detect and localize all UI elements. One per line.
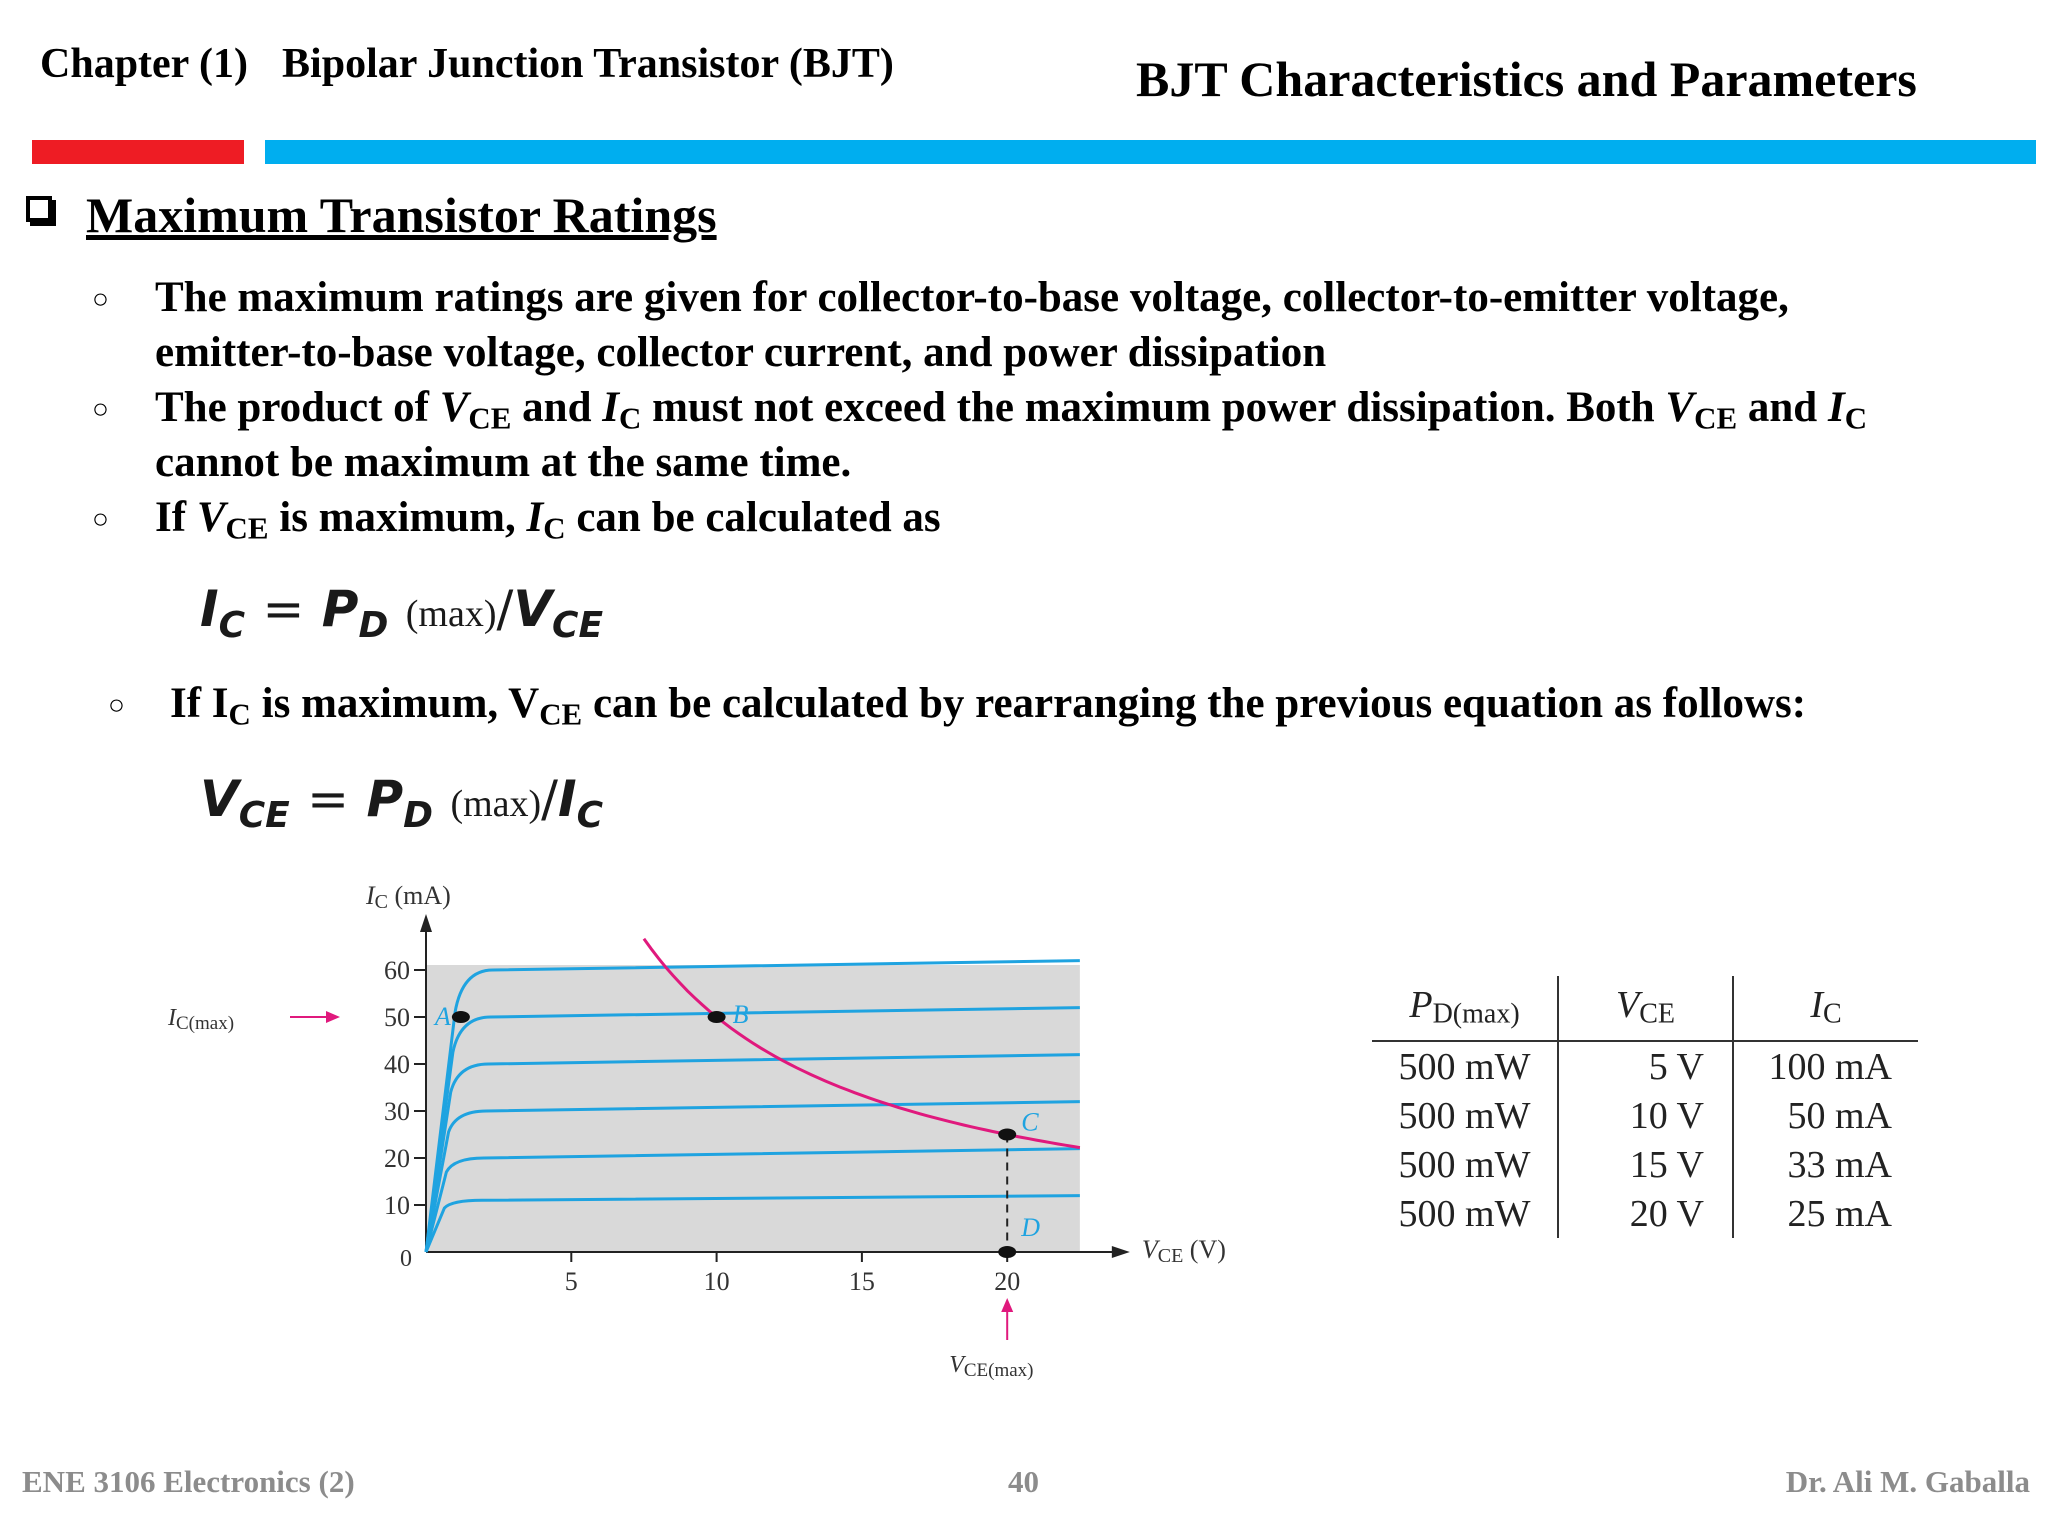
circle-bullet-icon: ○ bbox=[92, 504, 109, 535]
footer-course: ENE 3106 Electronics (2) bbox=[22, 1464, 355, 1499]
x-tick-label: 15 bbox=[848, 1267, 875, 1296]
table-cell: 25 mA bbox=[1787, 1192, 1892, 1235]
point-label-a: A bbox=[434, 1002, 451, 1031]
circle-bullet-icon: ○ bbox=[92, 394, 109, 425]
y-axis-label: IC (mA) bbox=[366, 881, 451, 913]
point-label-c: C bbox=[1021, 1107, 1039, 1137]
table-cell: 5 V bbox=[1558, 1041, 1733, 1091]
power-dissipation-table bbox=[1372, 976, 1918, 1238]
ic-max-arrow-icon bbox=[326, 1011, 340, 1023]
point-c bbox=[998, 1129, 1016, 1141]
table-cell: 500 mW bbox=[1372, 1140, 1558, 1189]
column-header-ic: IC bbox=[1733, 976, 1918, 1041]
bjt-characteristic-chart bbox=[150, 880, 1290, 1380]
point-label-d: D bbox=[1021, 1213, 1040, 1242]
point-d bbox=[998, 1246, 1016, 1258]
vce-max-arrow-icon bbox=[1001, 1298, 1013, 1312]
y-tick-label: 60 bbox=[384, 956, 410, 985]
table-cell: 15 V bbox=[1558, 1140, 1733, 1189]
origin-label: 0 bbox=[400, 1246, 412, 1272]
bullet-4-line-1: If $I_C$ is maximum, $V_{CE}$ can be calculated by rearranging the previous equation as follows: bbox=[170, 680, 1807, 732]
y-tick-label: 10 bbox=[384, 1191, 410, 1220]
column-header-pd: PD(max) bbox=[1372, 976, 1558, 1041]
x-axis-label: VCE (V) bbox=[1141, 1235, 1226, 1267]
y-tick-label: 20 bbox=[384, 1144, 410, 1173]
footer-author: Dr. Ali M. Gaballa bbox=[1785, 1464, 2030, 1499]
circle-bullet-icon: ○ bbox=[108, 690, 125, 721]
bullet-3-line-1: If $V_{CE}$ is maximum, $I_C$ can be calculated as bbox=[155, 494, 941, 546]
header-bar-red bbox=[32, 140, 244, 164]
equation-ic: $I_C = P_D$ $(\max)/V_{CE}$ bbox=[200, 580, 604, 646]
chapter-title: Bipolar Junction Transistor (BJT) bbox=[282, 41, 894, 87]
bullet-1-line-2: emitter-to-base voltage, collector current, and power dissipation bbox=[155, 329, 1327, 376]
point-a bbox=[452, 1011, 470, 1023]
table-cell: 10 V bbox=[1558, 1091, 1733, 1140]
footer-page-number: 40 bbox=[1008, 1464, 1039, 1499]
table-row bbox=[1372, 1140, 1918, 1189]
header-bar-blue bbox=[265, 140, 2036, 164]
y-tick-label: 30 bbox=[384, 1097, 410, 1126]
section-title: Maximum Transistor Ratings bbox=[86, 187, 717, 243]
table-cell: 500 mW bbox=[1372, 1041, 1558, 1091]
checkbox-bullet-icon bbox=[26, 196, 52, 222]
point-b bbox=[708, 1011, 726, 1023]
table-row bbox=[1372, 1091, 1918, 1140]
point-label-b: B bbox=[732, 1000, 749, 1029]
table-row bbox=[1372, 1041, 1918, 1091]
ic-max-label: IC(max) bbox=[168, 1005, 235, 1034]
column-header-vce: VCE bbox=[1558, 976, 1733, 1041]
bullet-1-line-1: The maximum ratings are given for collector-to-base voltage, collector-to-emitter voltage, bbox=[155, 274, 1789, 321]
chapter-heading bbox=[40, 40, 894, 88]
x-tick-label: 5 bbox=[564, 1267, 578, 1296]
table-cell: 100 mA bbox=[1768, 1045, 1892, 1088]
y-tick-label: 40 bbox=[384, 1050, 410, 1079]
x-axis-arrow-icon bbox=[1112, 1246, 1130, 1258]
table-cell: 500 mW bbox=[1372, 1091, 1558, 1140]
vce-max-label: VCE(max) bbox=[949, 1352, 1034, 1380]
table-cell: 500 mW bbox=[1372, 1189, 1558, 1238]
x-tick-label: 20 bbox=[994, 1267, 1021, 1296]
y-tick-label: 50 bbox=[384, 1003, 410, 1032]
bullet-2-line-1: The product of $V_{CE}$ and $I_C$ must not exceed the maximum power dissipation. Both $V_{CE}$ and $I_C$ bbox=[155, 384, 1868, 436]
table-row bbox=[1372, 1189, 1918, 1238]
circle-bullet-icon: ○ bbox=[92, 284, 109, 315]
y-axis-arrow-icon bbox=[420, 914, 432, 932]
table-cell: 33 mA bbox=[1787, 1143, 1892, 1186]
equation-vce: $V_{CE} = P_D$ $(\max)/I_C$ bbox=[200, 770, 604, 836]
table-cell: 20 V bbox=[1558, 1189, 1733, 1238]
table-header-row bbox=[1372, 976, 1918, 1041]
chapter-number: Chapter (1) bbox=[40, 41, 249, 87]
table-cell: 50 mA bbox=[1787, 1094, 1892, 1137]
x-tick-label: 10 bbox=[703, 1267, 730, 1296]
bullet-2-line-2: cannot be maximum at the same time. bbox=[155, 439, 852, 486]
topic-title: BJT Characteristics and Parameters bbox=[1136, 51, 1917, 107]
